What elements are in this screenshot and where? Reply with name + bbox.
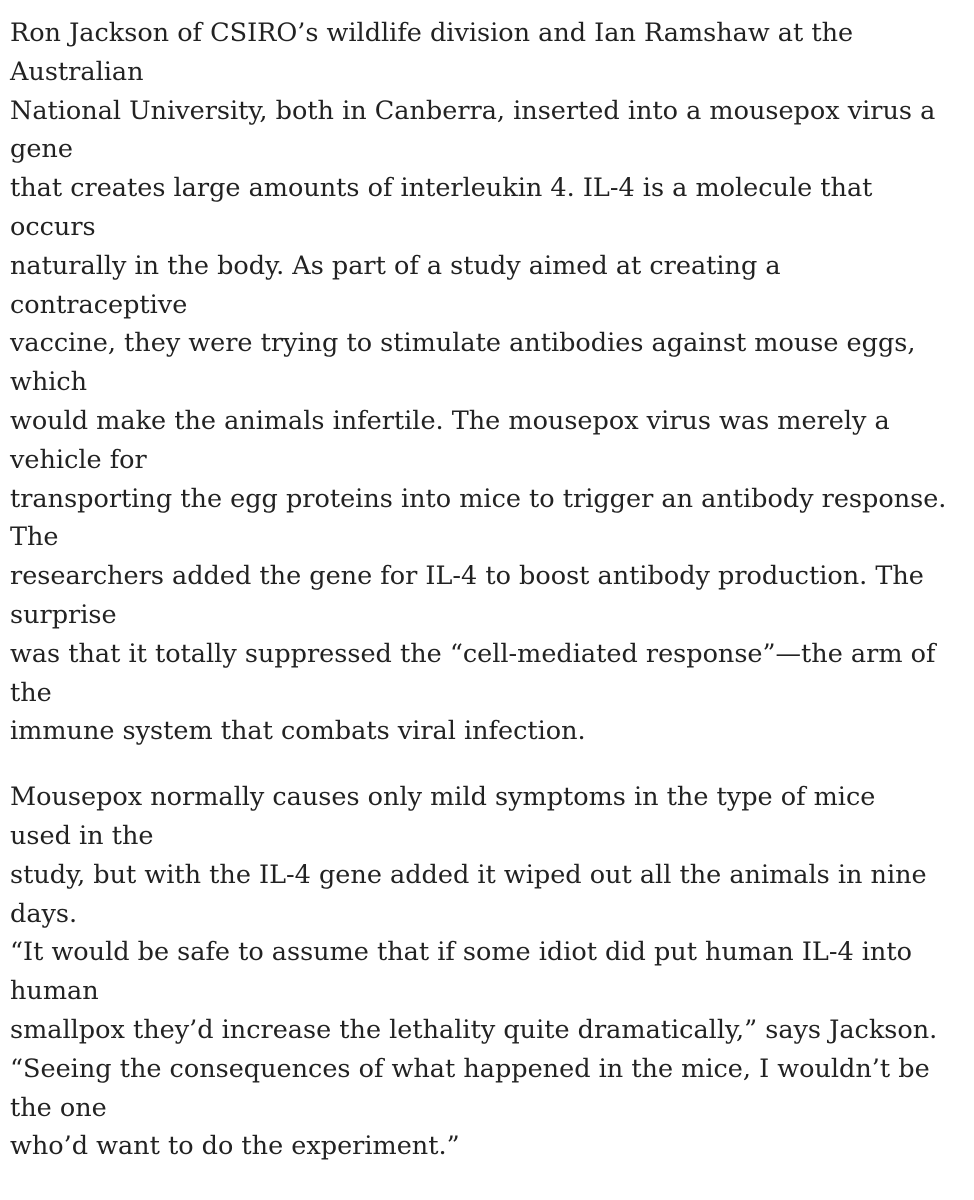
text-line: human [10, 976, 99, 1007]
text-line: used in the [10, 820, 154, 851]
text-line: the [10, 677, 52, 708]
text-line: Mousepox normally causes only mild symptoms in the type of mice [10, 782, 876, 813]
text-line: naturally in the body. As part of a study aimed at creating a [10, 250, 781, 281]
text-line: Ron Jackson of CSIRO’s wildlife division and Ian Ramshaw at the [10, 18, 854, 48]
text-line: Australian [10, 56, 144, 87]
text-line: contraceptive [10, 289, 188, 320]
text-line: vaccine, they were trying to stimulate antibodies against mouse eggs, [10, 328, 916, 359]
text-line: days. [10, 898, 78, 929]
text-line: transporting the egg proteins into mice to trigger an antibody response. [10, 483, 947, 514]
text-line: researchers added the gene for IL-4 to boost antibody production. The [10, 561, 924, 592]
text-line: National University, both in Canberra, inserted into a mousepox virus a [10, 95, 936, 126]
text-line: immune system that combats viral infection. [10, 716, 586, 747]
text-line: smallpox they’d increase the lethality quite dramatically,” says Jackson. [10, 1014, 938, 1045]
text-line: The [10, 522, 59, 553]
text-line: which [10, 367, 88, 398]
text-line: gene [10, 134, 73, 165]
text-line: who’d want to do the experiment.” [10, 1131, 460, 1162]
text-line: the one [10, 1092, 107, 1123]
text-line: surprise [10, 599, 117, 630]
text-line: “Seeing the consequences of what happened in the mice, I wouldn’t be [10, 1053, 930, 1084]
text-line: vehicle for [10, 444, 147, 475]
text-line: occurs [10, 211, 96, 242]
paragraph-1 [10, 14, 964, 751]
text-line: “It would be safe to assume that if some idiot did put human IL-4 into [10, 937, 912, 968]
paragraph-2 [10, 778, 964, 1166]
text-line: was that it totally suppressed the “cell-mediated response”—the arm of [10, 638, 936, 669]
text-line: would make the animals infertile. The mousepox virus was merely a [10, 405, 890, 436]
text-line: that creates large amounts of interleukin 4. IL-4 is a molecule that [10, 173, 873, 204]
text-line: study, but with the IL-4 gene added it wiped out all the animals in nine [10, 859, 927, 890]
